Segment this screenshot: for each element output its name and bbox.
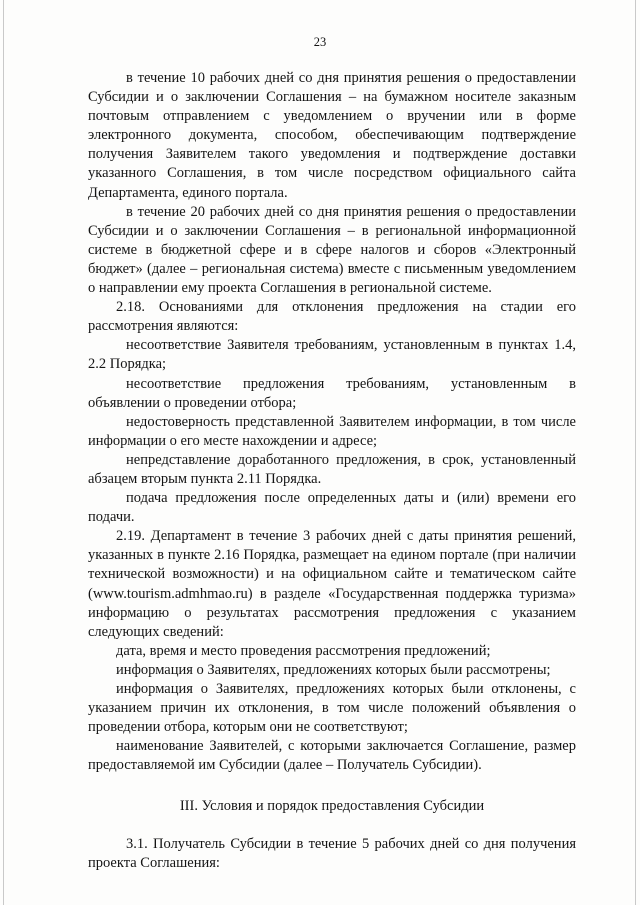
list-item-info-2: информация о Заявителях, предложениях которых были рассмотрены; (116, 661, 551, 678)
section-heading: III. Условия и порядок предоставления Субсидии (179, 798, 485, 815)
paragraph-delivery-20-days: в течение 20 рабочих дней со дня принятия решения о предоставлении Субсидии и о заключении Соглашения – в региональной информационной системе в бюджетной сфере и в сфере налогов и сборов «Электронный бюджет» (далее – региональная система) вместе с письменным уведомлением о направлении ему проекта Соглашения в региональной системе. (88, 203, 576, 297)
list-item-info-1: дата, время и место проведения рассмотрения предложений; (116, 642, 491, 659)
list-item-rejection-4: непредставление доработанного предложения, в срок, установленный абзацем вторым пункта 2.11 Порядка. (88, 451, 576, 487)
paragraph-2-19: 2.19. Департамент в течение 3 рабочих дней с даты принятия решений, указанных в пункте 2.16 Порядка, размещает на едином портале (при наличии технической возможности) и на официальном сайте и тематическом сайте (www.tourism.admhmao.ru) в разделе «Государственная поддержка туризма» информацию о результатах рассмотрения предложения с указанием следующих сведений: (88, 528, 576, 640)
paragraph-delivery-10-days: в течение 10 рабочих дней со дня принятия решения о предоставлении Субсидии и о заключении Соглашения – на бумажном носителе заказным почтовым отправлением с уведомлением о вручении или в форме электронного документа, способом, обеспечивающим подтверждение получения Заявителем такого уведомления и подтверждение доставки указанного Соглашения, в том числе посредством официального сайта Департамента, единого портала. (88, 70, 576, 201)
list-item-rejection-1: несоответствие Заявителя требованиям, установленным в пунктах 1.4, 2.2 Порядка; (88, 337, 576, 373)
document-body (88, 69, 576, 873)
list-item-info-3: информация о Заявителях, предложениях которых были отклонены, с указанием причин их отклонения, в том числе положений объявления о проведении отбора, которым они не соответствуют; (88, 681, 576, 736)
list-item-rejection-5: подача предложения после определенных даты и (или) времени его подачи. (88, 490, 576, 526)
list-item-rejection-3: недостоверность представленной Заявителем информации, в том числе информации о его месте нахождении и адресе; (88, 413, 576, 449)
page-number: 23 (313, 35, 327, 49)
list-item-info-4: наименование Заявителей, с которыми заключается Соглашение, размер предоставляемой им Субсидии (далее – Получатель Субсидии). (88, 738, 576, 774)
paragraph-3-1: 3.1. Получатель Субсидии в течение 5 рабочих дней со дня получения проекта Соглашения: (88, 835, 576, 871)
list-item-rejection-2: несоответствие предложения требованиям, установленным в объявлении о проведении отбора; (88, 375, 576, 411)
scan-left-edge (3, 0, 4, 905)
paragraph-2-18: 2.18. Основаниями для отклонения предложения на стадии его рассмотрения являются: (88, 299, 576, 335)
scan-right-edge (635, 0, 636, 905)
